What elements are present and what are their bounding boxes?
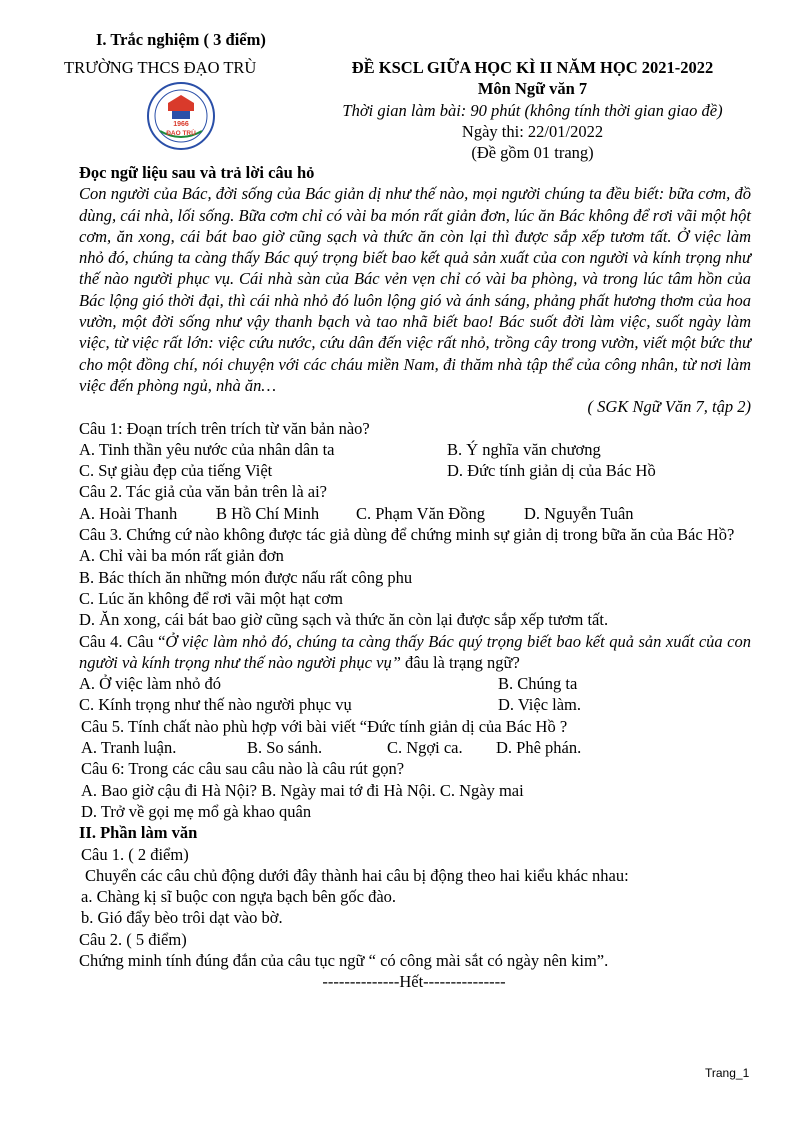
question-4 <box>79 631 751 674</box>
q4-option-c: C. Kính trọng như thế nào người phục vụ <box>79 695 352 715</box>
q3-option-d: D. Ăn xong, cái bát bao giờ cũng sạch và thức ăn còn lại được sắp xếp tươm tất. <box>79 610 609 630</box>
q2-option-d: D. Nguyễn Tuân <box>524 503 634 523</box>
question-5: Câu 5. Tính chất nào phù hợp với bài viết “Đức tính giản dị của Bác Hồ ? <box>81 716 568 736</box>
exam-date: Ngày thi: 22/01/2022 <box>461 121 604 141</box>
question-1: Câu 1: Đoạn trích trên trích từ văn bản nào? <box>79 418 370 438</box>
q1-options-row-1 <box>79 439 751 460</box>
q3-option-b: B. Bác thích ăn những món được nấu rất công phu <box>79 567 413 587</box>
exam-subject: Môn Ngữ văn 7 <box>477 79 588 99</box>
q3-option-c: C. Lúc ăn không để rơi vãi một hạt cơm <box>79 588 343 608</box>
q5-option-a: A. Tranh luận. <box>81 738 177 758</box>
q4-options-row-1 <box>79 673 751 694</box>
q1-option-d: D. Đức tính giản dị của Bác Hồ <box>447 461 656 481</box>
school-logo <box>146 81 216 151</box>
exam-title: ĐỀ KSCL GIỮA HỌC KÌ II NĂM HỌC 2021-2022 <box>351 58 714 77</box>
q1-options-row-2 <box>79 460 751 481</box>
q2-option-a: A. Hoài Thanh <box>79 503 178 523</box>
q2-option-c: C. Phạm Văn Đồng <box>356 503 485 523</box>
q4-prefix: Câu 4. Câu “ <box>79 631 166 651</box>
q1-option-a: A. Tinh thần yêu nước của nhân dân ta <box>79 439 335 459</box>
q6-option-d: D. Trở về gọi mẹ mổ gà khao quân <box>81 801 312 821</box>
q6-options-abc: A. Bao giờ cậu đi Hà Nội? B. Ngày mai tớ đi Hà Nội. C. Ngày mai <box>81 780 524 800</box>
q4-option-a: A. Ở việc làm nhỏ đó <box>79 674 222 694</box>
q2-options <box>79 503 751 524</box>
section2-title: II. Phần làm văn <box>79 823 198 843</box>
section1-title: I. Trắc nghiệm ( 3 điểm) <box>96 30 266 49</box>
q1-option-b: B. Ý nghĩa văn chương <box>447 439 601 459</box>
essay-question-1-b: b. Gió đẩy bèo trôi dạt vào bờ. <box>81 908 283 928</box>
essay-question-1: Câu 1. ( 2 điểm) <box>81 844 189 864</box>
exam-info <box>310 57 755 163</box>
q2-option-b: B Hồ Chí Minh <box>216 503 320 523</box>
question-6: Câu 6: Trong các câu sau câu nào là câu rút gọn? <box>81 759 405 779</box>
essay-question-1-a: a. Chàng kị sĩ buộc con ngựa bạch bên gốc đào. <box>81 887 397 907</box>
school-name: TRƯỜNG THCS ĐẠO TRÙ <box>64 58 257 77</box>
exam-header <box>60 57 760 167</box>
q5-option-d: D. Phê phán. <box>496 738 582 758</box>
q3-option-a: A. Chỉ vài ba món rất giản đơn <box>79 546 284 566</box>
logo-year: 1966 <box>173 121 189 128</box>
q1-option-c: C. Sự giàu đẹp của tiếng Việt <box>79 461 273 481</box>
essay-question-1-task: Chuyển các câu chủ động dưới đây thành hai câu bị động theo hai kiểu khác nhau: <box>85 865 629 885</box>
essay-question-2: Câu 2. ( 5 điểm) <box>79 929 187 949</box>
q4-option-b: B. Chúng ta <box>498 674 578 694</box>
q4-options-row-2 <box>79 694 751 715</box>
reading-passage: Con người của Bác, đời sống của Bác giản dị như thế nào, mọi người chúng ta đều biết: bữa cơm, đồ dùng, cái nhà, lối sống. Bữa cơm chỉ có vài ba món rất giản đơn, lúc ăn Bác không để rơi vãi một hột cơm, ăn xong, cái bát bao giờ cũng sạch và thức ăn còn lại thì được sắp xếp tươm tất. Ở việc làm nhỏ đó, chúng ta càng thấy Bác quý trọng biết bao kết quả sản xuất của con người và kính trọng như thế nào người phục vụ. Cái nhà sàn của Bác vẻn vẹn chỉ có vài ba phòng, và trong lúc tâm hồn của Bác lộng gió thời đại, thì cái nhà nhỏ đó luôn lộng gió và ánh sáng, phảng phất hương thơm của hoa vườn, một đời sống như vậy thanh bạch và tao nhã biết bao! Bác suốt đời làm việc, suốt ngày làm việc, từ việc rất lớn: việc cứu nước, cứu dân đến việc rất nhỏ, trồng cây trong vườn, viết một bức thư cho một đồng chí, nói chuyện với các cháu miền Nam, đi thăm nhà tập thể của công nhân, từ nơi làm việc đến phòng ngủ, nhà ăn… <box>79 184 751 395</box>
q4-quote: Ở việc làm nhỏ đó, chúng ta càng thấy Bác quý trọng biết bao kết quả sản xuất của con người và kính trọng như thế nào người phục vụ” <box>79 631 751 672</box>
q4-suffix: đâu là trạng ngữ? <box>400 652 520 672</box>
exam-pages: (Đề gồm 01 trang) <box>471 143 594 163</box>
exam-time: Thời gian làm bài: 90 phút (không tính thời gian giao đề) <box>342 100 723 120</box>
passage-source: ( SGK Ngữ Văn 7, tập 2) <box>587 397 751 417</box>
q4-option-d: D. Việc làm. <box>498 695 582 715</box>
essay-question-2-task: Chứng minh tính đúng đắn của câu tục ngữ “ có công mài sắt có ngày nên kim”. <box>79 950 609 970</box>
exam-body <box>79 162 751 993</box>
q5-option-c: C. Ngợi ca. <box>387 738 463 758</box>
end-mark: --------------Hết--------------- <box>322 972 506 992</box>
page-number: Trang_1 <box>705 1066 750 1080</box>
question-2: Câu 2. Tác giả của văn bản trên là ai? <box>79 482 327 502</box>
logo-name: ĐẠO TRÙ <box>166 130 196 137</box>
q5-options <box>79 737 751 758</box>
question-3: Câu 3. Chứng cứ nào không được tác giả dùng để chứng minh sự giản dị trong bữa ăn của Bác Hồ? <box>79 525 735 545</box>
reading-title: Đọc ngữ liệu sau và trả lời câu hỏ <box>79 163 315 182</box>
q5-option-b: B. So sánh. <box>247 738 323 758</box>
